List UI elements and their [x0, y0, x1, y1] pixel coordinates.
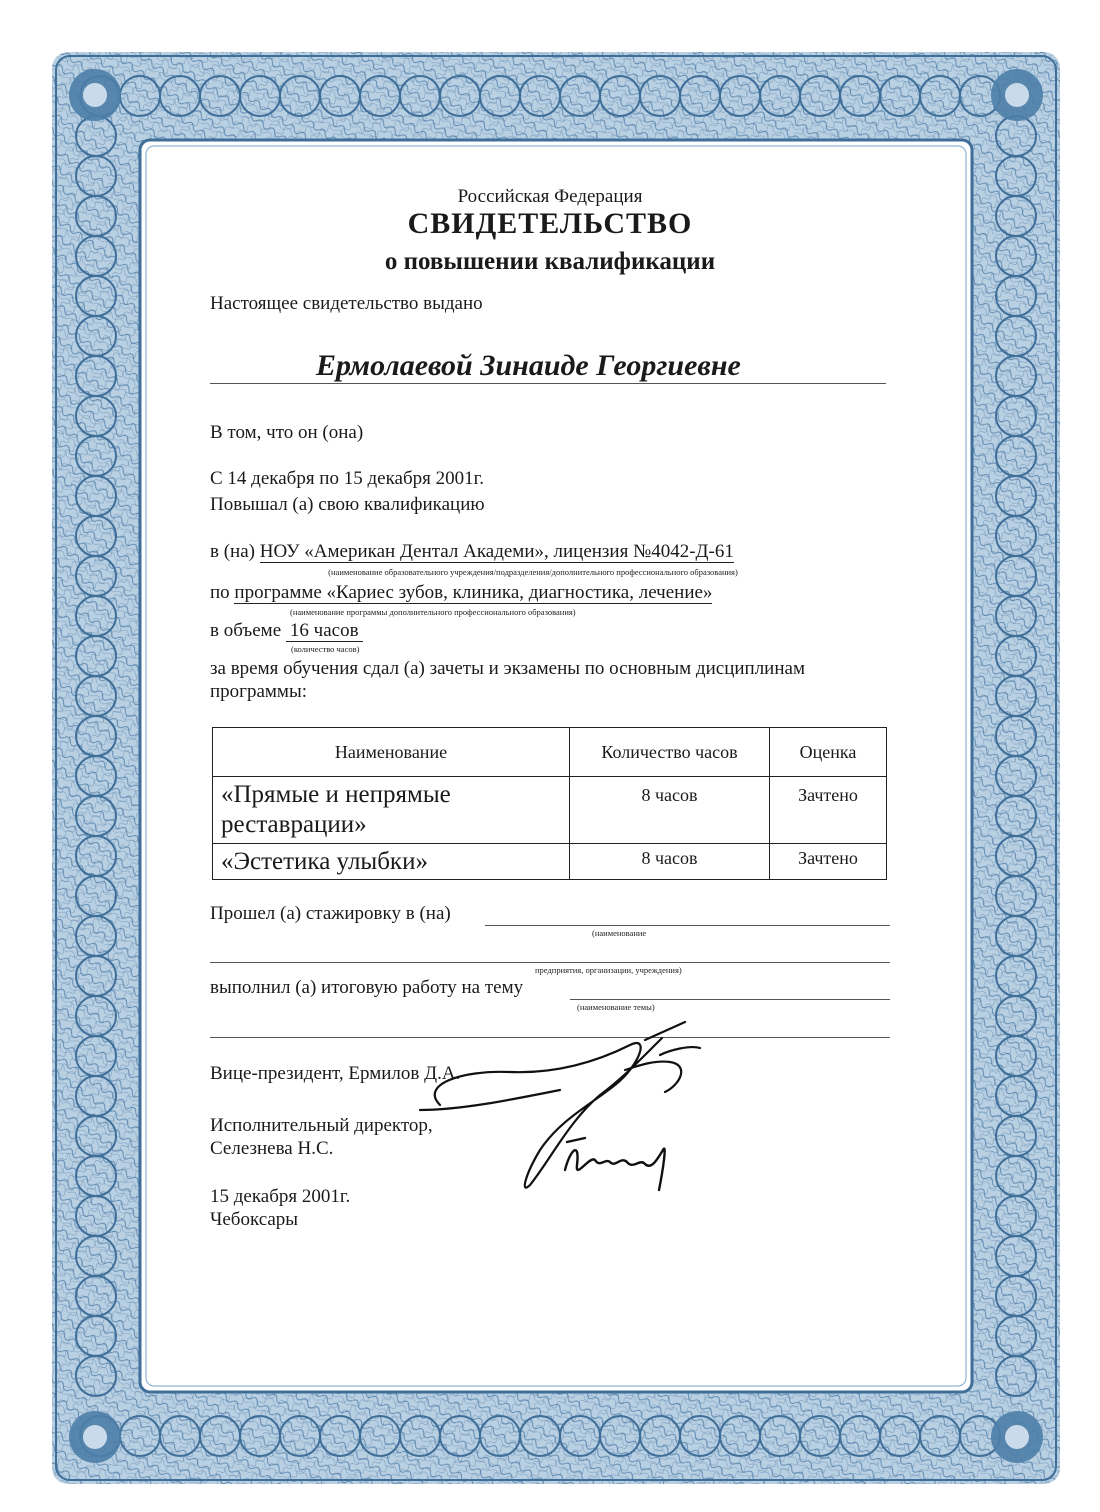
- signature-director: [555, 1120, 695, 1200]
- volume-value: 16 часов: [286, 620, 363, 642]
- program-note: (наименование программы дополнительного профессионального образования): [290, 607, 576, 617]
- internship-line-2: [210, 962, 890, 963]
- discipline-name: «Прямые и непрямые реставрации»: [213, 777, 570, 844]
- internship-line-1: [485, 925, 890, 926]
- document-title: СВИДЕТЕЛЬСТВО: [407, 207, 693, 240]
- header-name: Наименование: [213, 728, 570, 777]
- country-name: Российская Федерация: [457, 186, 643, 207]
- issued-to-label: Настоящее свидетельство выдано: [210, 293, 483, 314]
- institution-note: (наименование образовательного учреждения/подразделения/дополнительного профессионального образования): [328, 567, 738, 577]
- table-row: [213, 777, 887, 844]
- institution-prefix: в (на): [210, 541, 255, 562]
- director-name: Селезнева Н.С.: [210, 1138, 334, 1159]
- header-hours: Количество часов: [570, 728, 770, 777]
- director-title: Исполнительный директор,: [210, 1115, 433, 1136]
- exams-text-line2: программы:: [210, 681, 307, 702]
- issue-city: Чебоксары: [210, 1209, 299, 1230]
- program-line: [210, 582, 712, 604]
- internship-note-1: (наименование: [592, 928, 647, 938]
- program-prefix: по: [210, 582, 230, 603]
- study-period: С 14 декабря по 15 декабря 2001г.: [210, 468, 485, 489]
- discipline-grade: Зачтено: [770, 777, 887, 844]
- final-work-label: выполнил (а) итоговую работу на тему: [210, 977, 524, 998]
- table-row: [213, 844, 887, 880]
- volume-line: [210, 620, 363, 642]
- program-value: программе «Кариес зубов, клиника, диагностика, лечение»: [234, 582, 713, 603]
- volume-prefix: в объеме: [210, 620, 282, 641]
- final-work-note: (наименование темы): [577, 1002, 655, 1012]
- statement-text: В том, что он (она): [210, 422, 364, 443]
- table-header-row: [213, 728, 887, 777]
- exams-text-line1: за время обучения сдал (а) зачеты и экзамены по основным дисциплинам: [210, 658, 805, 679]
- discipline-hours: 8 часов: [570, 777, 770, 844]
- internship-note-2: предприятия, организации, учреждения): [535, 965, 682, 975]
- institution-line: [210, 541, 734, 563]
- discipline-hours: 8 часов: [570, 844, 770, 880]
- institution-value: НОУ «Американ Дентал Академи», лицензия №4042-Д-61: [259, 541, 734, 562]
- volume-note: (количество часов): [291, 644, 360, 654]
- internship-label: Прошел (а) стажировку в (на): [210, 903, 451, 924]
- recipient-name: Ермолаевой Зинаиде Георгиевне: [316, 349, 741, 382]
- issue-date: 15 декабря 2001г.: [210, 1186, 351, 1207]
- header-grade: Оценка: [770, 728, 887, 777]
- recipient-underline: [210, 383, 886, 384]
- qualification-text: Повышал (а) свою квалификацию: [210, 494, 485, 515]
- document-subtitle: о повышении квалификации: [384, 248, 716, 275]
- discipline-name: «Эстетика улыбки»: [213, 844, 570, 880]
- vice-president: Вице-президент, Ермилов Д.А.: [210, 1063, 461, 1084]
- disciplines-table: [212, 727, 887, 880]
- discipline-grade: Зачтено: [770, 844, 887, 880]
- final-work-line-1: [570, 999, 890, 1000]
